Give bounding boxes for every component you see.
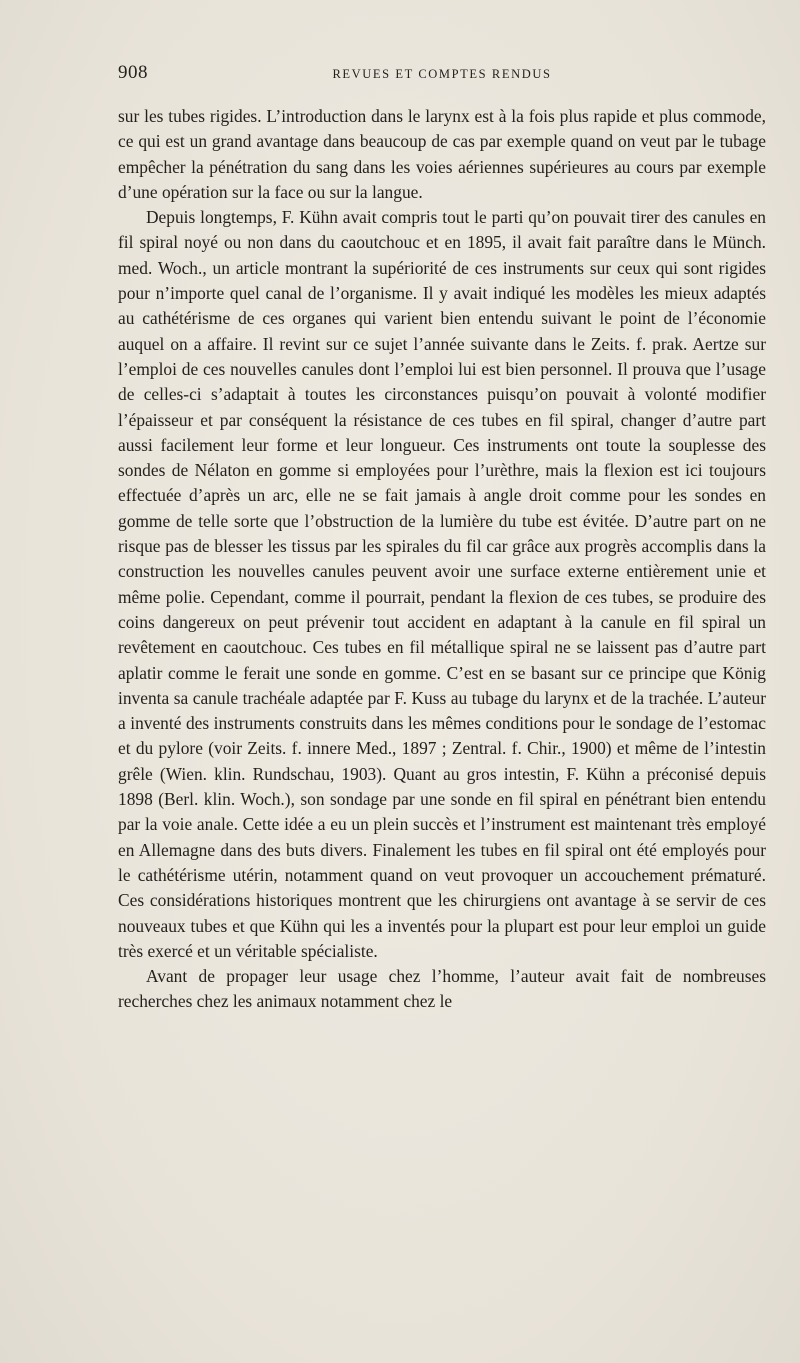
- page-number: 908: [118, 62, 148, 83]
- body-text: [118, 104, 766, 1015]
- paragraph: Avant de propager leur usage chez l’homme, l’auteur avait fait de nombreuses recherches chez les animaux notamment chez le: [118, 966, 766, 1012]
- running-header: [118, 62, 766, 90]
- running-title: REVUES ET COMPTES RENDUS: [332, 67, 552, 81]
- paragraph: sur les tubes rigides. L’introduction dans le larynx est à la fois plus rapide et plus commode, ce qui est un grand avantage dans beaucoup de cas par exemple quand on veut par le tubage empêcher la pénétration du sang dans les voies aériennes supérieures au cours par exemple d’une opération sur la face ou sur la langue.: [118, 106, 766, 202]
- paragraph: Depuis longtemps, F. Kühn avait compris tout le parti qu’on pouvait tirer des canules en fil spiral noyé ou non dans du caoutchouc et en 1895, il avait fait paraître dans le Münch. med. Woch., un article montrant la supériorité de ces instruments sur ceux qui sont rigides pour n’importe quel canal de l’organisme. Il y avait indiqué les modèles les mieux adaptés au cathétérisme de ces organes qui varient bien entendu suivant le point de l’économie auquel on a affaire. Il revint sur ce sujet l’année suivante dans le Zeits. f. prak. Aertze sur l’emploi de ces nouvelles canules dont l’emploi lui est bien personnel. Il prouva que l’usage de celles-ci s’adaptait à toutes les circonstances puisqu’on pouvait à volonté modifier l’épaisseur et par conséquent la résistance de ces tubes en fil spiral, changer d’autre part aussi facilement leur forme et leur longueur. Ces instruments ont toute la souplesse des sondes de Nélaton en gomme si employées pour l’urèthre, mais la flexion est ici toujours effectuée d’après un arc, elle ne se fait jamais à angle droit comme pour les sondes en gomme de telle sorte que l’obstruction de la lumière du tube est évitée. D’autre part on ne risque pas de blesser les tissus par les spirales du fil car grâce aux progrès accomplis dans la construction les nouvelles canules peuvent avoir une surface externe entièrement unie et même polie. Cependant, comme il pourrait, pendant la flexion de ces tubes, se produire des coins dangereux on peut prévenir tout accident en adaptant à la canule en fil spiral un revêtement en caoutchouc. Ces tubes en fil métallique spiral ne se laissent pas d’autre part aplatir comme le ferait une sonde en gomme. C’est en se basant sur ce principe que König inventa sa canule trachéale adaptée par F. Kuss au tubage du larynx et de la trachée. L’auteur a inventé des instruments construits dans les mêmes conditions pour le sondage de l’estomac et du pylore (voir Zeits. f. innere Med., 1897 ; Zentral. f. Chir., 1900) et même de l’intestin grêle (Wien. klin. Rundschau, 1903). Quant au gros intestin, F. Kühn a préconisé depuis 1898 (Berl. klin. Woch.), son sondage par une sonde en fil spiral en pénétrant bien entendu par la voie anale. Cette idée a eu un plein succès et l’instrument est maintenant très employé en Allemagne dans des buts divers. Finalement les tubes en fil spiral ont été employés pour le cathétérisme utérin, notamment quand on veut provoquer un accouchement prématuré. Ces considérations historiques montrent que les chirurgiens ont avantage à se servir de ces nouveaux tubes et que Kühn qui les a inventés pour la plupart est pour leur emploi un guide très exercé et un véritable spécialiste.: [118, 207, 766, 961]
